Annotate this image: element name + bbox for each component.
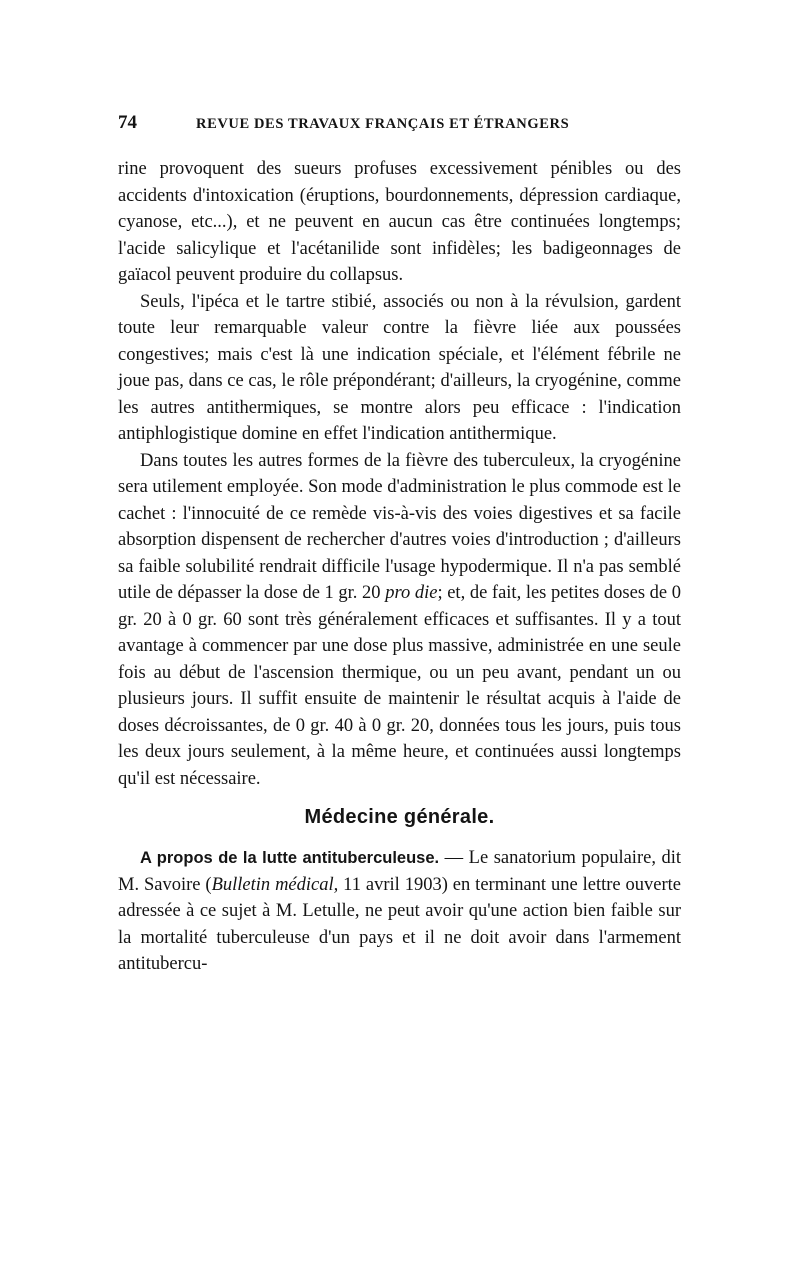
- paragraph-cryogenine-part-2: ; et, de fait, les petites doses de 0 gr. 20 à 0 gr. 60 sont très généralement efficaces et suffisantes. Il y a tout avantage à commencer par une dose plus massive, administrée en une seule fois au début de l'ascension thermique, ou un peu avant, pendant un ou plusieurs jours. Il suffit ensuite de maintenir le résultat acquis à l'aide de doses décroissantes, de 0 gr. 40 à 0 gr. 20, données tous les jours, puis tous les deux jours seulement, à la même heure, et continuées aussi longtemps qu'il est nécessaire.: [118, 583, 681, 789]
- running-head: [118, 112, 681, 142]
- section-heading: Médecine générale.: [304, 806, 495, 828]
- paragraph-cryogenine: [118, 448, 681, 793]
- article-text-after-citation: 11 avril 1903) en terminant une lettre ouverte adressée à ce sujet à M. Letulle, ne peut avoir qu'une action bien faible sur la mortalité tuberculeuse d'un pays et il ne doit avoir dans l'armement antitubercu-: [118, 874, 682, 974]
- page-number: 74: [118, 112, 137, 133]
- article-title: A propos de la lutte antituberculeuse.: [140, 849, 440, 867]
- page: [118, 112, 681, 978]
- journal-title: REVUE DES TRAVAUX FRANÇAIS ET ÉTRANGERS: [196, 116, 570, 132]
- article-paragraph: [118, 845, 681, 978]
- paragraph-cryogenine-part-1: Dans toutes les autres formes de la fièvre des tuberculeux, la cryogénine sera utilement employée. Son mode d'administration le plus commode est le cachet : l'innocuité de ce remède vis-à-vis des voies digestives et sa facile absorption dispensent de rechercher d'autres voies d'introduction ; d'ailleurs sa faible solubilité rendrait difficile l'usage hypodermique. Il n'a pas semblé utile de dépasser la dose de 1 gr. 20: [118, 450, 681, 603]
- italic-pro-die: pro die: [385, 583, 438, 603]
- article-citation: Bulletin médical,: [211, 874, 339, 895]
- paragraph-ipeca: Seuls, l'ipéca et le tartre stibié, associés ou non à la révulsion, gardent toute leur remarquable valeur contre la fièvre liée aux poussées congestives; mais c'est là une indication spéciale, et l'élément fébrile ne joue pas, dans ce cas, le rôle prépondérant; d'ailleurs, la cryogénine, comme les autres antithermiques, se montre alors peu efficace : l'indication antiphlogistique domine en effet l'indication antithermique.: [118, 291, 681, 444]
- paragraph-continuation: rine provoquent des sueurs profuses excessivement pénibles ou des accidents d'intoxication (éruptions, bourdonnements, dépression cardiaque, cyanose, etc...), et ne peuvent en aucun cas être continuées longtemps; l'acide salicylique et l'acétanilide sont infidèles; les badigeonnages de gaïacol peuvent produire du collapsus.: [118, 159, 681, 285]
- body-text: [118, 156, 681, 978]
- article-text-before-citation: — Le sanatorium populaire, dit M. Savoire (: [118, 848, 681, 895]
